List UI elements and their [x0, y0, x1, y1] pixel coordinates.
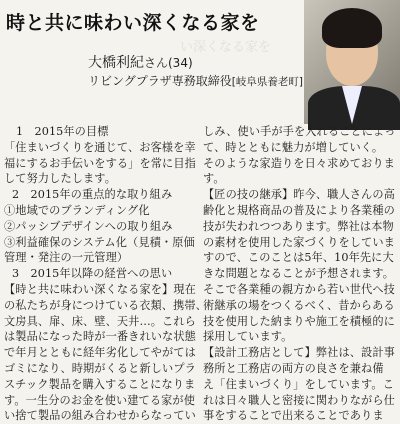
- bleed-through-text: い深くなる家を: [180, 40, 272, 55]
- author-title: リビングプラザ専務取締役: [88, 74, 232, 88]
- list-item: ③利益確保のシステム化（見積・原価: [4, 235, 195, 249]
- body-line: 事をすることで出来ることでありま: [203, 409, 384, 423]
- author-name: 大橋利紀: [88, 55, 144, 71]
- body-line: 福にするお手伝いをする」を常に目指: [4, 156, 196, 170]
- section-heading: 1 2015年の目標: [16, 125, 109, 138]
- body-line: れは日々職人と密接に関わりながら仕: [203, 393, 395, 407]
- body-line: の素材を使用した家づくりをしていま: [203, 235, 395, 249]
- portrait-photo-icon: [304, 0, 400, 124]
- body-line: え「住まいづくり」をしています。こ: [203, 377, 394, 391]
- body-line: て、時とともに魅力が増していく。: [203, 140, 384, 154]
- body-line: 採用しています。: [203, 330, 293, 344]
- body-line: 【時と共に味わい深くなる家を】現在: [4, 282, 196, 296]
- author-byline: [88, 52, 193, 72]
- right-column: [203, 124, 400, 424]
- body-line: そこで各業種の親方から若い世代へ技: [203, 282, 395, 296]
- body-line: す。一生分のお金を使い建てる家が使: [4, 393, 195, 407]
- body-line: きな問題となることが予想されます。: [203, 267, 394, 281]
- body-line: で年月とともに経年劣化してやがては: [4, 346, 196, 360]
- author-location: [岐阜県養老町]: [231, 76, 303, 88]
- list-item: 管理・発注の一元管理）: [4, 251, 129, 265]
- body-line: ゴミになり、時期がくると新しいプラ: [4, 361, 196, 375]
- body-line: スチック製品を購入することになりま: [4, 377, 196, 391]
- list-item: ①地域でのブランディング化: [4, 203, 150, 217]
- body-line: 務所と工務店の両方の良さを兼ね備: [203, 361, 384, 375]
- author-age: さん(34): [144, 56, 193, 70]
- body-line: 「住まいづくりを通じて、お客様を幸: [4, 140, 196, 154]
- left-column: [4, 124, 207, 424]
- body-line: 技を使用した納まりや施工を積極的に: [203, 314, 395, 328]
- author-role: [88, 72, 303, 89]
- body-line: す。: [203, 172, 225, 186]
- section-heading: 2 2015年の重点的な取り組み: [12, 188, 173, 202]
- article-headline: 時と共に味わい深くなる家を: [6, 12, 260, 34]
- body-line: の私たちが身につけている衣類、携帯、: [4, 298, 207, 312]
- body-line: そのような家造りを日々求めておりま: [203, 156, 395, 170]
- photo-hair: [322, 8, 382, 48]
- body-line: 技が失われつつあります。弊社は本物: [203, 219, 394, 233]
- body-line: は製品になった時が一番きれいな状態: [4, 330, 196, 344]
- body-line: 齢化と規格商品の普及により各業種の: [203, 203, 395, 217]
- body-line: 文房具、扉、床、壁、天井…。これら: [4, 314, 196, 328]
- body-line: すので、このことは5年、10年先に大: [203, 251, 394, 265]
- body-line: 【匠の技の継承】昨今、職人さんの高: [203, 188, 395, 202]
- body-line: 術継承の場をつくるべく、昔からある: [203, 298, 395, 312]
- body-line: 【設計工務店として】弊社は、設計事: [203, 346, 395, 360]
- list-item: ②パッシブデザインへの取り組み: [4, 219, 173, 233]
- body-line: しみ、使い手が手を入れることによっ: [203, 125, 396, 138]
- body-line: い捨て製品の組み合わせからなってい: [4, 409, 196, 423]
- section-heading: 3 2015年以降の経営への思い: [12, 267, 173, 281]
- body-line: して努力したします。: [4, 172, 116, 186]
